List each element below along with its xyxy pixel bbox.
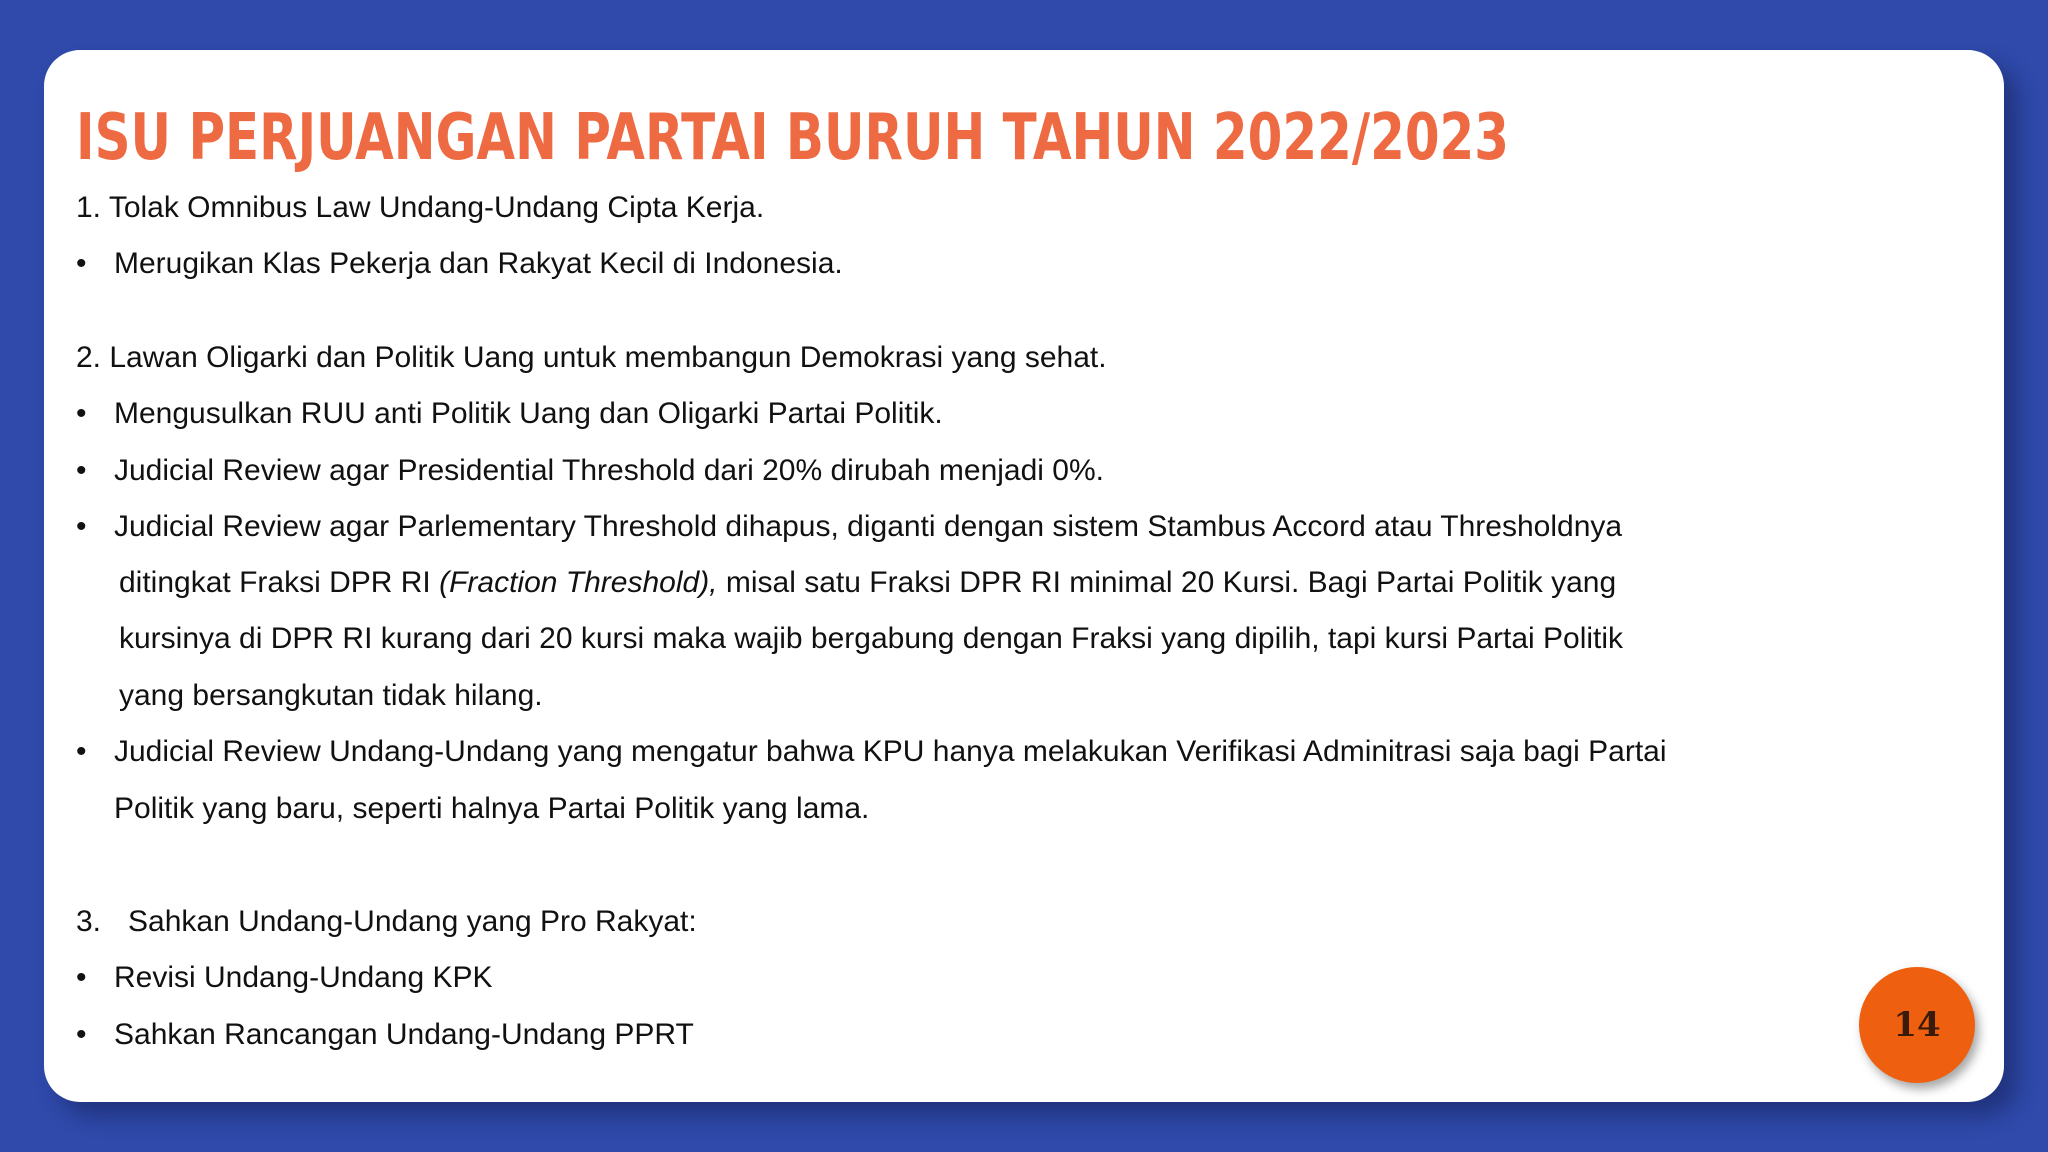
bullet: •: [76, 454, 87, 487]
bullet: •: [76, 510, 87, 543]
list-item-continuation: yang bersangkutan tidak hilang.: [119, 679, 543, 712]
section-heading-text: Sahkan Undang-Undang yang Pro Rakyat:: [128, 905, 697, 938]
text-fragment: misal satu Fraksi DPR RI minimal 20 Kursi. Bagi Partai Politik yang: [717, 566, 1617, 599]
list-item-text: Judicial Review agar Presidential Threshold dari 20% dirubah menjadi 0%.: [114, 454, 1104, 487]
bullet: •: [76, 397, 87, 430]
section-number: 3.: [76, 905, 102, 938]
section-2-heading: 2. Lawan Oligarki dan Politik Uang untuk membangun Demokrasi yang sehat.: [76, 341, 1107, 374]
page-number-badge: [1859, 967, 1975, 1083]
list-item-continuation: kursinya di DPR RI kurang dari 20 kursi maka wajib bergabung dengan Fraksi yang dipilih, tapi kursi Partai Politik: [119, 622, 1624, 655]
section-1-heading: 1. Tolak Omnibus Law Undang-Undang Cipta Kerja.: [76, 191, 765, 224]
bullet: •: [76, 961, 87, 994]
bullet: •: [76, 735, 87, 768]
list-item-text: Judicial Review agar Parlementary Threshold dihapus, diganti dengan sistem Stambus Accord atau Thresholdnya: [114, 510, 1623, 543]
page-number: 14: [1893, 1005, 1941, 1045]
bullet: •: [76, 247, 87, 280]
italic-term: (Fraction Threshold),: [439, 566, 718, 599]
list-item-text: Judicial Review Undang-Undang yang mengatur bahwa KPU hanya melakukan Verifikasi Adminitrasi saja bagi Partai: [114, 735, 1667, 768]
list-item-text: Merugikan Klas Pekerja dan Rakyat Kecil di Indonesia.: [114, 247, 843, 280]
list-item-continuation: [119, 563, 1616, 603]
slide-title: ISU PERJUANGAN PARTAI BURUH TAHUN 2022/2023: [76, 101, 1510, 175]
bullet: •: [76, 1018, 87, 1051]
list-item-text: Sahkan Rancangan Undang-Undang PPRT: [114, 1018, 694, 1051]
list-item-continuation: Politik yang baru, seperti halnya Partai Politik yang lama.: [114, 792, 870, 825]
list-item-text: Revisi Undang-Undang KPK: [114, 961, 493, 994]
list-item-text: Mengusulkan RUU anti Politik Uang dan Oligarki Partai Politik.: [114, 397, 943, 430]
text-fragment: ditingkat Fraksi DPR RI: [119, 566, 440, 599]
